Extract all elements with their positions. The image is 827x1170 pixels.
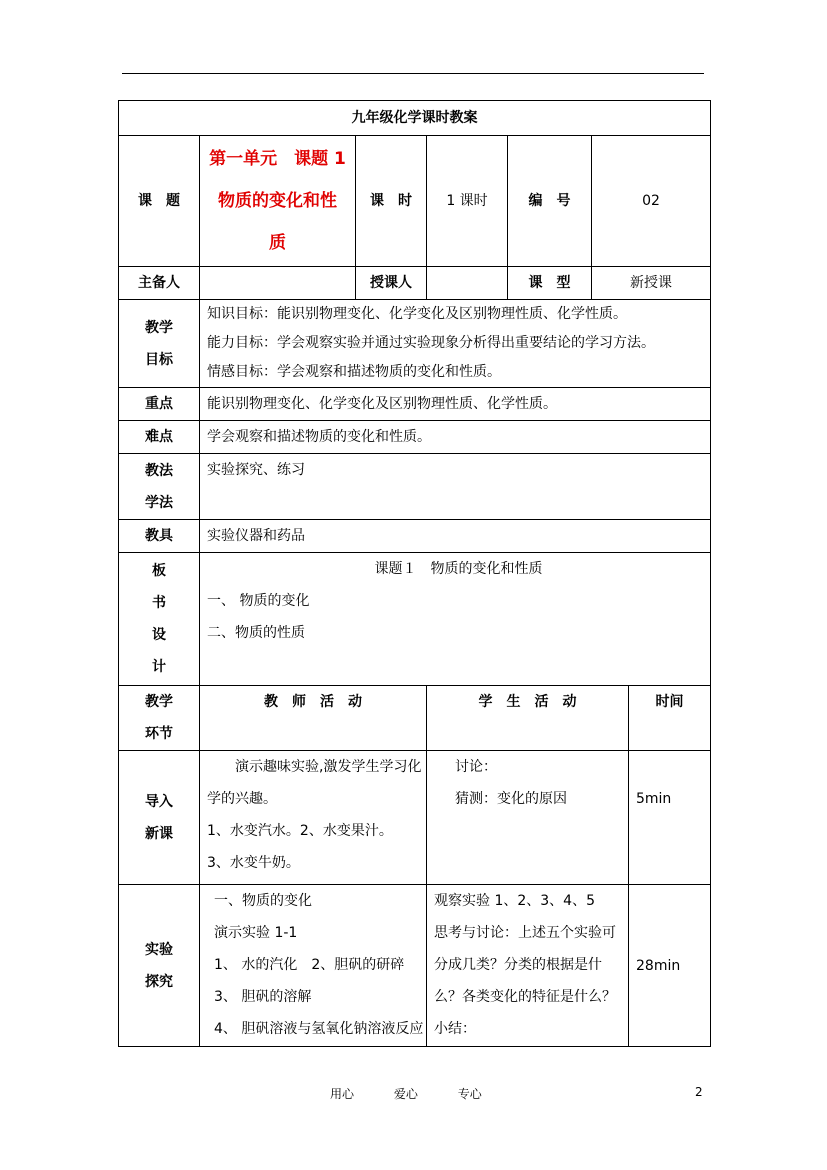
objective-emotion: 情感目标：学会观察和描述物质的变化和性质。 bbox=[207, 364, 501, 380]
stage-header-2: 环节 bbox=[145, 726, 173, 742]
board-item-1: 一、 物质的变化 bbox=[207, 593, 310, 609]
lesson-plan-table bbox=[118, 100, 711, 1047]
number-value: 02 bbox=[592, 136, 711, 267]
intro-teacher-line-2: 学的兴趣。 bbox=[207, 791, 277, 807]
experiment-time: 28min bbox=[629, 885, 711, 1047]
board-label-4: 计 bbox=[152, 659, 166, 675]
experiment-student-line-4: 么？各类变化的特征是什么？ bbox=[434, 989, 616, 1005]
period-label: 课 时 bbox=[356, 136, 427, 267]
experiment-teacher-line-1: 一、物质的变化 bbox=[214, 893, 312, 909]
experiment-student-activity bbox=[427, 885, 629, 1047]
experiment-teacher-line-4: 3、 胆矾的溶解 bbox=[214, 989, 312, 1005]
objective-knowledge: 知识目标：能识别物理变化、化学变化及区别物理性质、化学性质。 bbox=[207, 306, 627, 322]
experiment-student-line-1: 观察实验 1、2、3、4、5 bbox=[434, 893, 595, 909]
student-activity-header: 学 生 活 动 bbox=[427, 686, 629, 751]
page-number: 2 bbox=[695, 1085, 703, 1099]
tools-text: 实验仪器和药品 bbox=[200, 520, 711, 553]
methods-label-1: 教法 bbox=[145, 462, 173, 479]
intro-teacher-activity bbox=[200, 751, 427, 885]
difficulty-text: 学会观察和描述物质的变化和性质。 bbox=[200, 421, 711, 454]
motto-3: 专心 bbox=[457, 1087, 482, 1101]
header-rule bbox=[122, 73, 704, 74]
board-heading: 课题１ 物质的变化和性质 bbox=[374, 561, 543, 577]
experiment-student-line-3: 分成几类？分类的根据是什 bbox=[434, 957, 602, 973]
board-label-2: 书 bbox=[152, 595, 166, 611]
intro-time-value: 5min bbox=[636, 791, 672, 807]
lesson-topic bbox=[200, 136, 356, 267]
methods-label bbox=[119, 454, 200, 520]
experiment-student-line-2: 思考与讨论：上述五个实验可 bbox=[434, 925, 616, 941]
number-label: 编 号 bbox=[508, 136, 592, 267]
intro-teacher-line-3: 1、水变汽水。2、水变果汁。 bbox=[207, 823, 393, 839]
board-label-3: 设 bbox=[152, 627, 166, 643]
topic-line-1: 第一单元 课题 1 bbox=[209, 149, 346, 169]
objective-ability: 能力目标：学会观察实验并通过实验现象分析得出重要结论的学习方法。 bbox=[207, 335, 655, 351]
objectives-content bbox=[200, 300, 711, 388]
board-design-content bbox=[200, 553, 711, 686]
intro-label bbox=[119, 751, 200, 885]
preparer-label: 主备人 bbox=[119, 267, 200, 300]
page-title: 九年级化学课时教案 bbox=[119, 101, 711, 136]
experiment-label-2: 探究 bbox=[145, 973, 173, 990]
topic-line-3: 质 bbox=[269, 233, 286, 253]
board-design-label bbox=[119, 553, 200, 686]
experiment-label bbox=[119, 885, 200, 1047]
objectives-label bbox=[119, 300, 200, 388]
teacher-value bbox=[427, 267, 508, 300]
time-header: 时间 bbox=[629, 686, 711, 751]
preparer-value bbox=[200, 267, 356, 300]
intro-label-1: 导入 bbox=[145, 793, 173, 810]
intro-student-line-1: 讨论： bbox=[455, 759, 497, 775]
teacher-label: 授课人 bbox=[356, 267, 427, 300]
stage-header-1: 教学 bbox=[145, 694, 173, 710]
experiment-teacher-line-3: 1、 水的汽化 2、胆矾的研碎 bbox=[214, 957, 405, 973]
stage-header bbox=[119, 686, 200, 751]
intro-student-line-2: 猜测：变化的原因 bbox=[455, 791, 567, 807]
experiment-student-line-5: 小结： bbox=[434, 1021, 476, 1037]
experiment-teacher-line-5: 4、 胆矾溶液与氢氧化钠溶液反应 bbox=[214, 1021, 424, 1037]
experiment-label-1: 实验 bbox=[145, 941, 173, 958]
lesson-label: 课 题 bbox=[119, 136, 200, 267]
motto-1: 用心 bbox=[330, 1087, 355, 1101]
objectives-label-2: 目标 bbox=[145, 351, 173, 368]
motto-2: 爱心 bbox=[393, 1087, 418, 1101]
intro-teacher-line-4: 3、水变牛奶。 bbox=[207, 855, 300, 871]
intro-label-2: 新课 bbox=[145, 825, 173, 842]
key-point-text: 能识别物理变化、化学变化及区别物理性质、化学性质。 bbox=[200, 388, 711, 421]
board-label-1: 板 bbox=[152, 563, 166, 579]
intro-time bbox=[629, 751, 711, 885]
key-point-label: 重点 bbox=[119, 388, 200, 421]
topic-line-2: 物质的变化和性 bbox=[218, 191, 337, 211]
footer-motto bbox=[330, 1085, 518, 1102]
experiment-teacher-line-2: 演示实验 1-1 bbox=[214, 925, 298, 941]
experiment-teacher-activity bbox=[200, 885, 427, 1047]
teacher-activity-header: 教 师 活 动 bbox=[200, 686, 427, 751]
methods-label-2: 学法 bbox=[145, 494, 173, 511]
intro-student-activity bbox=[427, 751, 629, 885]
objectives-label-1: 教学 bbox=[145, 319, 173, 336]
board-item-2: 二、物质的性质 bbox=[207, 625, 305, 641]
lesson-type-value: 新授课 bbox=[592, 267, 711, 300]
intro-teacher-line-1: 演示趣味实验,激发学生学习化 bbox=[235, 759, 422, 775]
period-value: 1 课时 bbox=[427, 136, 508, 267]
tools-label: 教具 bbox=[119, 520, 200, 553]
methods-text: 实验探究、练习 bbox=[200, 454, 711, 520]
lesson-type-label: 课 型 bbox=[508, 267, 592, 300]
difficulty-label: 难点 bbox=[119, 421, 200, 454]
